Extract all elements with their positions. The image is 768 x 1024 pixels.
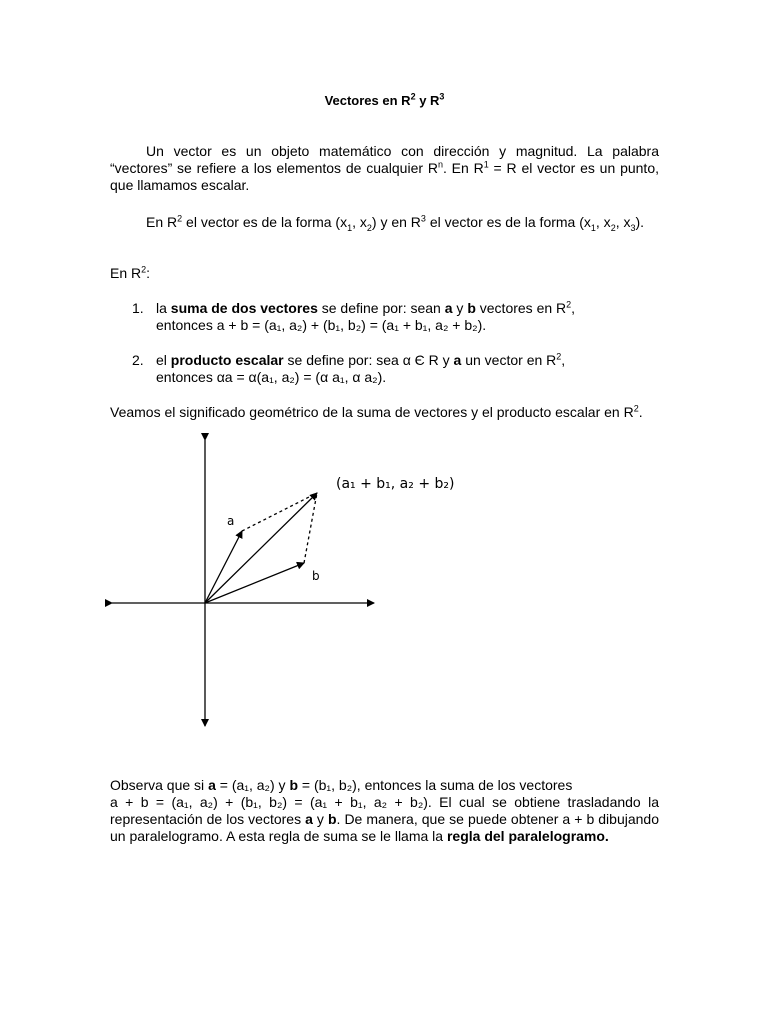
paragraph-en-r2: En $R^2$: (110, 264, 151, 281)
page-title: Vectores en $R^2$ y $R^3$ (324, 91, 445, 108)
paragraph-geometric: Veamos el significado geométrico de la suma de vectores y el producto escalar en $R^2$. (110, 403, 643, 420)
sum-label: (a₁ + b₁, a₂ + b₂) (336, 476, 455, 492)
paragraph-intro: Un vector es un objeto matemático con dirección y magnitud. La palabra “vectores” se refiere a los elementos de cualquier $R^n$. En $R^1 = R$ el vector es un punto, que llamamos escalar. (110, 143, 659, 193)
list-number: 2. (132, 352, 144, 368)
paragraph-vector-form: En $R^2$ el vector es de la forma ($x_1$, $x_2$) y en $R^3$ el vector es de la forma ($x_1$, $x_2$, $x_3$). (146, 213, 645, 233)
vector-sum (205, 493, 317, 603)
label-b: b (312, 569, 320, 583)
label-a: a (227, 514, 235, 528)
dashed-edge-a (242, 493, 317, 531)
list-item-text: la suma de dos vectores se define por: sean a y b vectores en $R^2$, entonces a + b = (a₁, a₂) + (b₁, b₂) = (a₁ + b₁, a₂ + b₂). (156, 299, 576, 333)
list-number: 1. (132, 300, 144, 316)
vector-a (205, 531, 242, 603)
list-item-text: el producto escalar se define por: sea α Є R y a un vector en $R^2$, entonces αa = α(a₁, a₂) = (α a₁, α a₂). (156, 351, 566, 385)
vector-b (205, 563, 304, 603)
paragraph-parallelogram: Observa que si a = (a₁, a₂) y b = (b₁, b₂), entonces la suma de los vectores a + b = (a₁, a₂) + (b₁, b₂) = (a₁ + b₁, a₂ + b₂). El cual se obtiene trasladando la representación de los vectores a y b. De manera, que se puede obtener a + b dibujando un paralelogramo. A esta regla de suma se le llama la regla del paralelogramo. (110, 777, 659, 844)
